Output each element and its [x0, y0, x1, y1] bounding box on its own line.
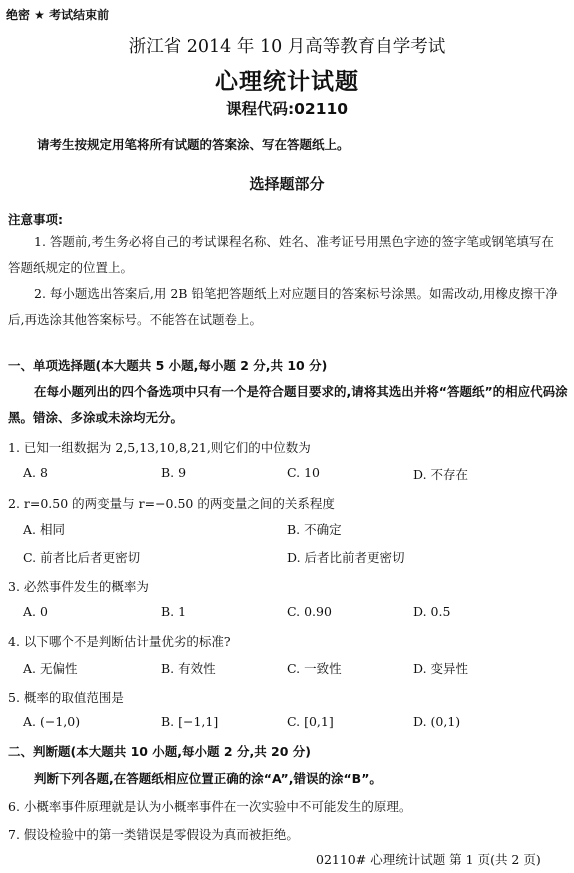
general-instruction: 请考生按规定用笔将所有试题的答案涂、写在答题纸上。: [37, 137, 350, 152]
page-title: 心理统计试题: [215, 69, 359, 95]
part2-heading: 二、判断题(本大题共 10 小题,每小题 2 分,共 20 分): [8, 744, 312, 759]
q2-option-d: D. 后者比前者更密切: [287, 550, 405, 565]
question-6: 6. 小概率事件原理就是认为小概率事件在一次实验中不可能发生的原理。: [8, 799, 412, 814]
part1-description: 在每小题列出的四个备选项中只有一个是符合题目要求的,请将其选出并将“答题纸”的相应代码涂黑。错涂、多涂或未涂均无分。: [8, 384, 568, 425]
q5-option-a: A. (−1,0): [23, 714, 81, 729]
question-5: 5. 概率的取值范围是: [8, 690, 124, 705]
q1-option-b: B. 9: [161, 465, 187, 480]
secret-mark: 绝密 ★ 考试结束前: [6, 8, 110, 22]
question-1: 1. 已知一组数据为 2,5,13,10,8,21,则它们的中位数为: [8, 440, 311, 455]
q2-option-b: B. 不确定: [287, 522, 342, 537]
course-code: 课程代码:02110: [225, 100, 349, 118]
q1-option-d: D. 不存在: [413, 467, 469, 482]
note-2: 2. 每小题选出答案后,用 2B 铅笔把答题纸上对应题目的答案标号涂黑。如需改动,用橡皮擦干净后,再选涂其他答案标号。不能答在试题卷上。: [8, 286, 558, 327]
q1-option-a: A. 8: [23, 465, 48, 480]
section-title: 选择题部分: [249, 175, 325, 193]
question-2: 2. r=0.50 的两变量与 r=−0.50 的两变量之间的关系程度: [8, 496, 335, 511]
question-4: 4. 以下哪个不是判断估计量优劣的标准?: [8, 634, 231, 649]
q5-option-b: B. [−1,1]: [161, 714, 219, 729]
q2-option-a: A. 相同: [23, 522, 65, 537]
part1-heading: 一、单项选择题(本大题共 5 小题,每小题 2 分,共 10 分): [8, 358, 328, 373]
exam-line: 浙江省 2014 年 10 月高等教育自学考试: [128, 37, 446, 57]
q3-option-d: D. 0.5: [413, 604, 451, 619]
q1-option-c: C. 10: [287, 465, 320, 480]
note-1: 1. 答题前,考生务必将自己的考试课程名称、姓名、准考证号用黑色字迹的签字笔或钢笔填写在答题纸规定的位置上。: [8, 234, 554, 275]
page-footer: 02110# 心理统计试题 第 1 页(共 2 页): [316, 852, 541, 867]
part2-description: 判断下列各题,在答题纸相应位置正确的涂“A”,错误的涂“B”。: [34, 771, 382, 786]
notes-title: 注意事项:: [8, 212, 63, 227]
q4-option-a: A. 无偏性: [23, 661, 78, 676]
q4-option-d: D. 变异性: [413, 661, 469, 676]
q3-option-a: A. 0: [23, 604, 48, 619]
question-3: 3. 必然事件发生的概率为: [8, 579, 149, 594]
q3-option-c: C. 0.90: [287, 604, 332, 619]
q5-option-d: D. (0,1): [413, 714, 461, 729]
q3-option-b: B. 1: [161, 604, 187, 619]
question-7: 7. 假设检验中的第一类错误是零假设为真而被拒绝。: [8, 827, 299, 842]
q2-option-c: C. 前者比后者更密切: [23, 550, 141, 565]
q4-option-c: C. 一致性: [287, 661, 342, 676]
q5-option-c: C. [0,1]: [287, 714, 334, 729]
q4-option-b: B. 有效性: [161, 661, 216, 676]
